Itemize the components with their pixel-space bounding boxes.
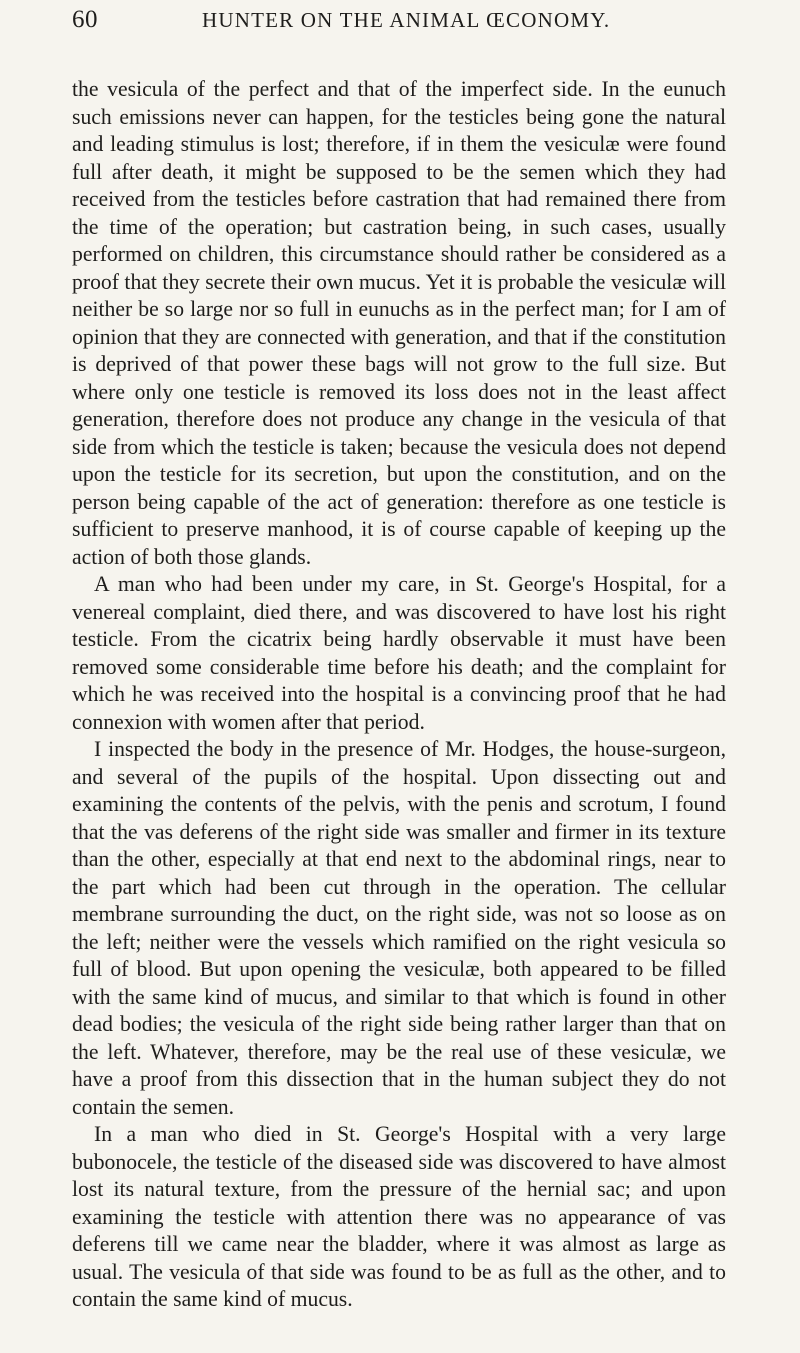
page-header bbox=[72, 6, 722, 40]
paragraph-dissection: I inspected the body in the presence of Mr. Hodges, the house-surgeon, and several of the pupils of the hospital. Upon dissecting out and examining the contents of the pelvis, with the penis and scrotum, I found that the vas deferens of the right side was smaller and firmer in its texture than the other, especially at that end next to the abdominal rings, near to the part which had been cut through in the operation. The cellular membrane surrounding the duct, on the right side, was not so loose as on the left; neither were the vessels which ramified on the right vesicula so full of blood. But upon opening the vesiculæ, both appeared to be filled with the same kind of mucus, and similar to that which is found in other dead bodies; the vesicula of the right side being rather larger than that on the left. Whatever, therefore, may be the real use of these vesiculæ, we have a proof from this dissection that in the human subject they do not contain the semen. bbox=[72, 737, 726, 1119]
paragraph-bubonocele-case: In a man who died in St. George's Hospital with a very large bubonocele, the testicle of the diseased side was discovered to have almost lost its natural texture, from the pressure of the hernial sac; and upon examining the testicle with attention there was no appearance of vas deferens till we came near the bladder, where it was almost as large as usual. The vesicula of that side was found to be as full as the other, and to contain the same kind of mucus. bbox=[72, 1122, 726, 1311]
body-text bbox=[72, 76, 726, 1314]
paragraph-continued: the vesicula of the perfect and that of the imperfect side. In the eunuch such emissions never can happen, for the testicles being gone the natural and leading stimulus is lost; therefore, if in them the vesiculæ were found full after death, it might be supposed to be the semen which they had received from the testicles before castration that had remained there from the time of the operation; but castration being, in such cases, usually performed on children, this circumstance should rather be considered as a proof that they secrete their own mucus. Yet it is probable the vesiculæ will neither be so large nor so full in eunuchs as in the perfect man; for I am of opinion that they are connected with generation, and that if the constitution is deprived of that power these bags will not grow to the full size. But where only one testicle is removed its loss does not in the least affect generation, therefore does not produce any change in the vesicula of that side from which the testicle is taken; because the vesicula does not depend upon the testicle for its secretion, but upon the constitution, and on the person being capable of the act of generation: therefore as one testicle is sufficient to preserve manhood, it is of course capable of keeping up the action of both those glands. bbox=[72, 77, 726, 569]
paragraph-case-right-testicle: A man who had been under my care, in St. George's Hospital, for a venereal complaint, died there, and was discovered to have lost his right testicle. From the cicatrix being hardly observable it must have been removed some considerable time before his death; and the complaint for which he was received into the hospital is a convincing proof that he had connexion with women after that period. bbox=[72, 572, 726, 734]
running-head: HUNTER ON THE ANIMAL ŒCONOMY. bbox=[202, 8, 611, 32]
page-number: 60 bbox=[72, 6, 98, 33]
